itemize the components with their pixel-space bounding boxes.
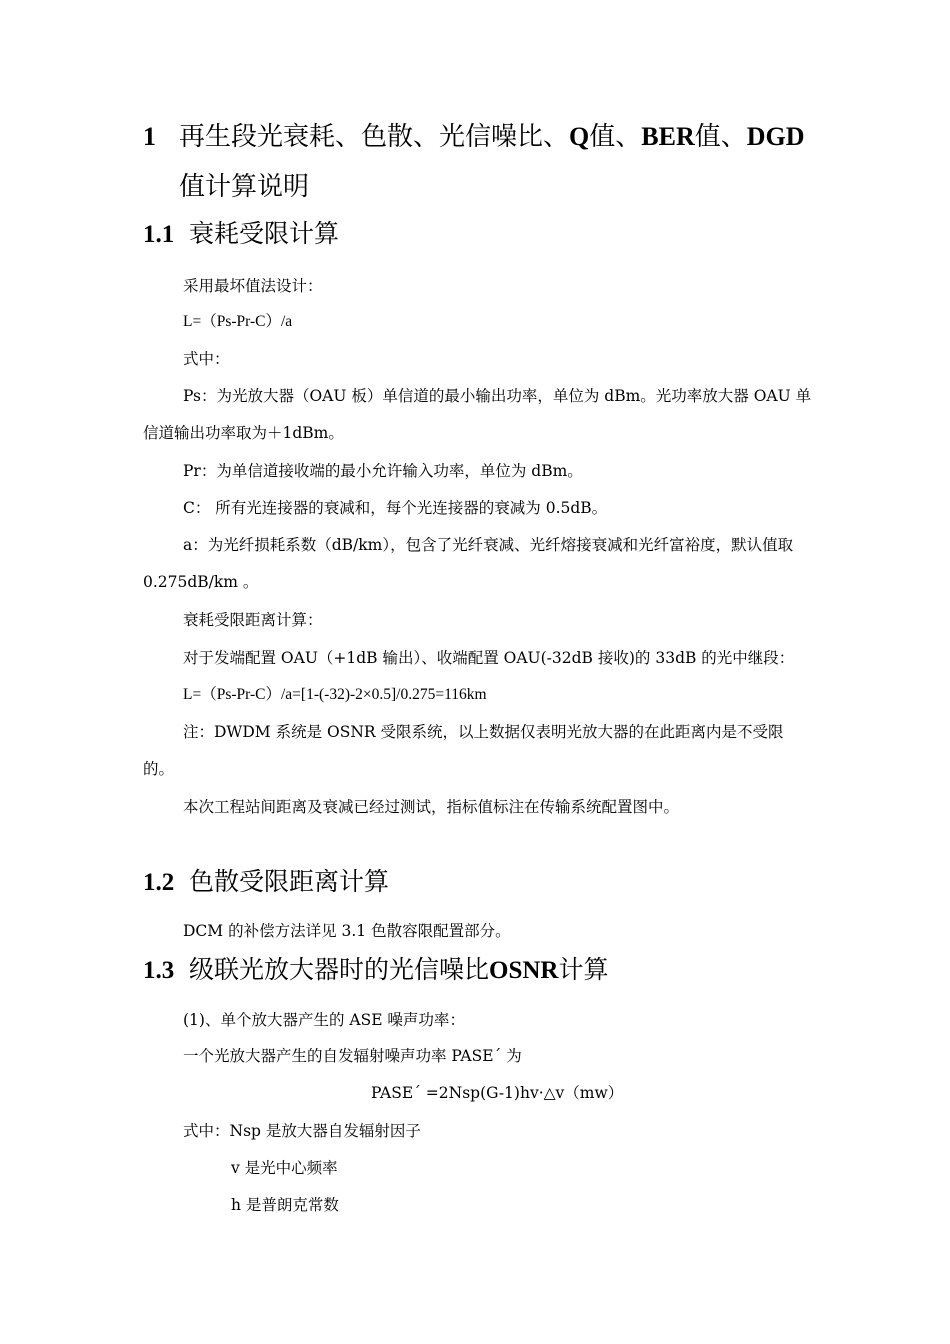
paragraph: Pr：为单信道接收端的最小允许输入功率，单位为 dBm。 xyxy=(183,462,583,480)
formula-line: L=（Ps-Pr-C）/a xyxy=(183,313,293,330)
heading-1-2-title: 色散受限距离计算 xyxy=(189,867,390,896)
paragraph: 本次工程站间距离及衰减已经过测试，指标值标注在传输系统配置图中。 xyxy=(183,798,680,816)
paragraph: 式中： xyxy=(183,350,230,368)
paragraph: a：为光纤损耗系数（dB/km），包含了光纤衰减、光纤熔接衰减和光纤富裕度，默认值取 0.275dB/km 。 xyxy=(143,536,794,591)
paragraph: 式中：Nsp 是放大器自发辐射因子 xyxy=(183,1122,421,1140)
paragraph: v 是光中心频率 xyxy=(231,1159,338,1177)
heading-1-2 xyxy=(143,865,843,900)
paragraph: Ps：为光放大器（OAU 板）单信道的最小输出功率，单位为 dBm。光功率放大器 OAU 单信道输出功率取为＋1dBm。 xyxy=(143,387,812,442)
heading-1-3 xyxy=(143,953,843,988)
paragraph: C： 所有光连接器的衰减和，每个光连接器的衰减为 0.5dB。 xyxy=(183,499,608,517)
paragraph: 对于发端配置 OAU（+1dB 输出）、收端配置 OAU(-32dB 接收)的 33dB 的光中继段： xyxy=(183,649,795,667)
heading-1-2-number: 1.2 xyxy=(143,869,175,896)
heading-1-title: 再生段光衰耗、色散、光信噪比、Q值、BER值、DGD 值计算说明 xyxy=(179,122,805,202)
paragraph: 一个光放大器产生的自发辐射噪声功率 PASE´ 为 xyxy=(183,1047,522,1065)
heading-1-3-number: 1.3 xyxy=(143,957,175,984)
heading-1-1-number: 1.1 xyxy=(143,221,175,248)
paragraph: 注：DWDM 系统是 OSNR 受限系统，以上数据仅表明光放大器的在此距离内是不受限的。 xyxy=(143,723,784,778)
formula-line: L=（Ps-Pr-C）/a=[1-(-32)-2×0.5]/0.275=116km xyxy=(183,686,487,703)
formula-line: PASE´ =2Nsp(G-1)hv·△v（mw） xyxy=(371,1084,624,1102)
heading-1-1 xyxy=(143,217,843,252)
heading-1 xyxy=(143,112,823,212)
heading-1-3-title: 级联光放大器时的光信噪比OSNR计算 xyxy=(189,955,609,984)
heading-1-number: 1 xyxy=(143,122,156,151)
heading-1-1-title: 衰耗受限计算 xyxy=(189,219,340,248)
paragraph: h 是普朗克常数 xyxy=(231,1196,339,1214)
paragraph: DCM 的补偿方法详见 3.1 色散容限配置部分。 xyxy=(183,922,511,940)
paragraph: 衰耗受限距离计算： xyxy=(183,611,323,629)
paragraph: 采用最坏值法设计： xyxy=(183,277,323,295)
paragraph: (1)、单个放大器产生的 ASE 噪声功率： xyxy=(183,1011,465,1029)
